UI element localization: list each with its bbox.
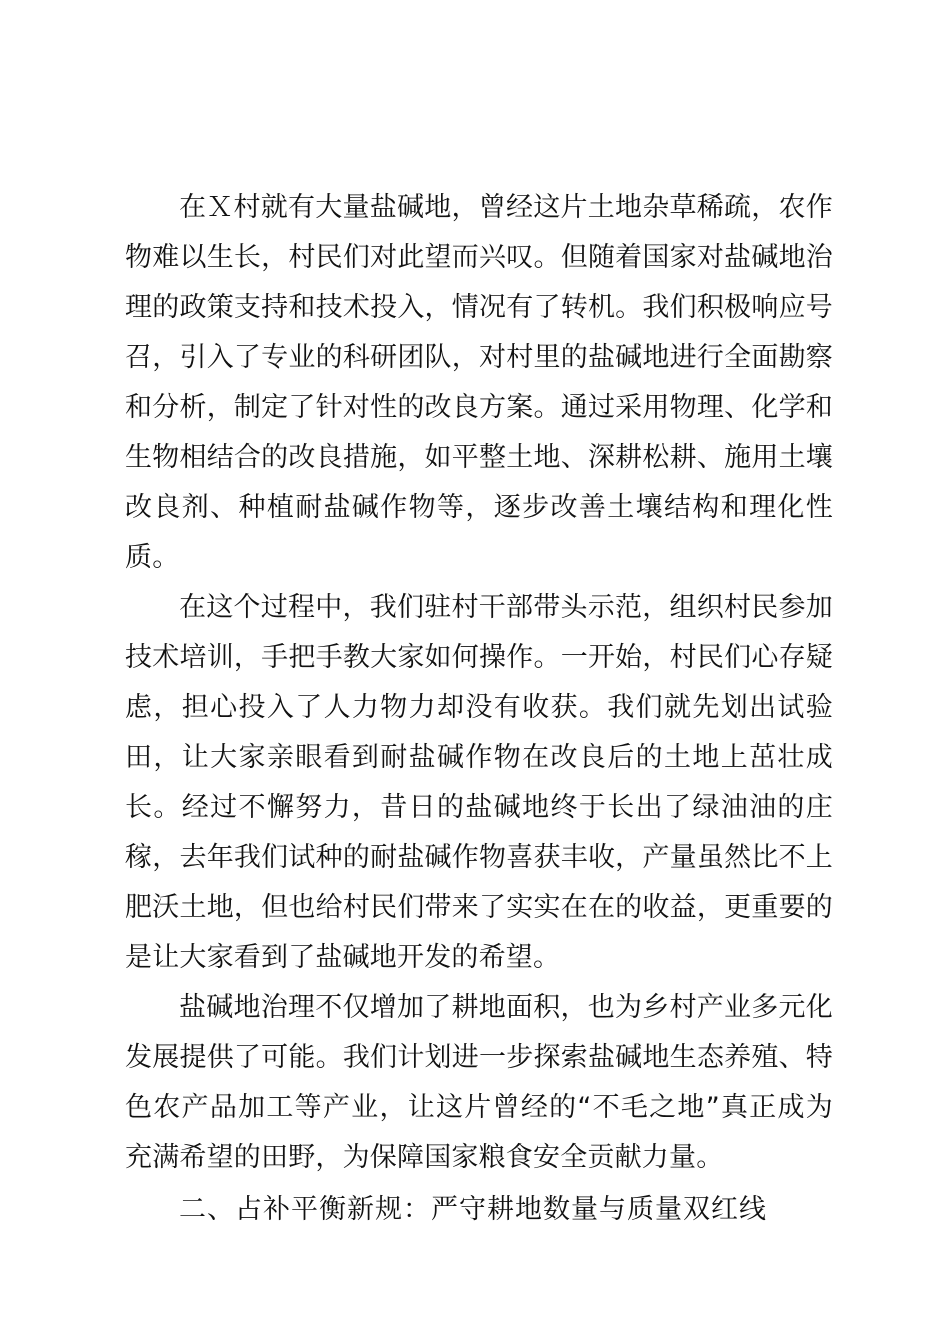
section-heading: 二、占补平衡新规：严守耕地数量与质量双红线 [179,1194,767,1225]
paragraph-industry-diversification: 盐碱地治理不仅增加了耕地面积，也为乡村产业多元化发展提供了可能。我们计划进一步探索盐碱地生态养殖、特色农产品加工等产业，让这片曾经的“不毛之地”真正成为充满希望的田野，为保障国家粮食安全贡献力量。 [125,992,833,1173]
paragraph-saline-land-intro: 在Ｘ村就有大量盐碱地，曾经这片土地杂草稀疏，农作物难以生长，村民们对此望而兴叹。但随着国家对盐碱地治理的政策支持和技术投入，情况有了转机。我们积极响应号召，引入了专业的科研团队，对村里的盐碱地进行全面勘察和分析，制定了针对性的改良方案。通过采用物理、化学和生物相结合的改良措施，如平整土地、深耕松耕、施用土壤改良剂、种植耐盐碱作物等，逐步改善土壤结构和理化性质。 [125,192,833,573]
paragraph-village-cadre-demo: 在这个过程中，我们驻村干部带头示范，组织村民参加技术培训，手把手教大家如何操作。一开始，村民们心存疑虑，担心投入了人力物力却没有收获。我们就先划出试验田，让大家亲眼看到耐盐碱作物在改良后的土地上茁壮成长。经过不懈努力，昔日的盐碱地终于长出了绿油油的庄稼，去年我们试种的耐盐碱作物喜获丰收，产量虽然比不上肥沃土地，但也给村民们带来了实实在在的收益，更重要的是让大家看到了盐碱地开发的希望。 [125,592,833,973]
document-body [125,183,833,1235]
